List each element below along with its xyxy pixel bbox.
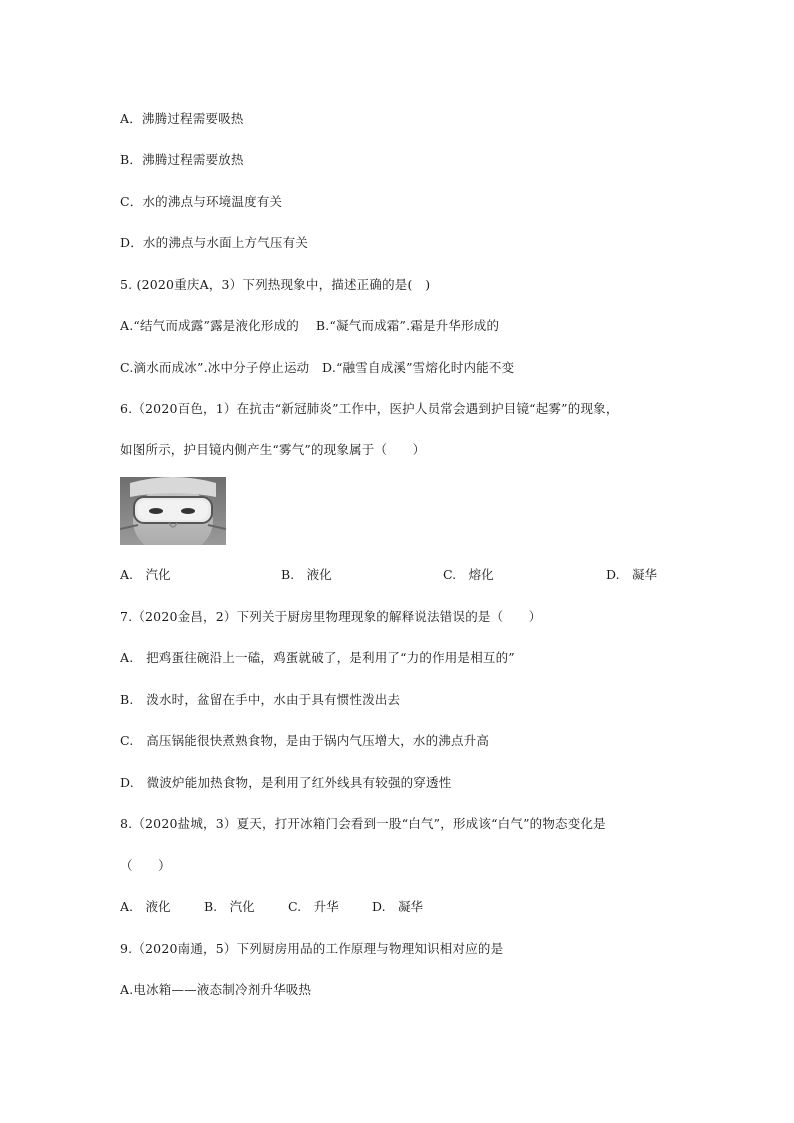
q8-stem-line2: （ ）	[120, 858, 171, 873]
q9-option-a: A.电冰箱——液态制冷剂升华吸热	[120, 982, 312, 997]
q5-stem: 5. (2020重庆A，3）下列热现象中，描述正确的是( )	[120, 277, 431, 292]
q6-stem-line1: 6.（2020百色，1）在抗击“新冠肺炎”工作中，医护人员常会遇到护目镜“起雾”的现象，	[120, 401, 619, 416]
q8-stem-line1: 8.（2020盐城，3）夏天，打开冰箱门会看到一股“白气”，形成该“白气”的物态变化是	[120, 816, 606, 831]
q7-option-b: B. 泼水时，盆留在手中，水由于具有惯性泼出去	[120, 692, 401, 707]
q8-option-a: A. 液化	[120, 899, 171, 914]
q4-option-c: C．水的沸点与环境温度有关	[120, 194, 283, 209]
q7-option-a: A. 把鸡蛋往碗沿上一磕，鸡蛋就破了，是利用了“力的作用是相互的”	[120, 650, 515, 665]
q6-option-d: D. 凝华	[606, 567, 658, 582]
q6-option-c: C. 熔化	[443, 567, 494, 582]
q4-option-a: A．沸腾过程需要吸热	[120, 111, 244, 126]
q6-stem-line2: 如图所示，护目镜内侧产生“雾气”的现象属于（ ）	[120, 442, 426, 457]
q5-options-cd: C.滴水而成冰”.冰中分子停止运动 D.“融雪自成溪”雪熔化时内能不变	[120, 360, 515, 375]
goggles-photo	[120, 477, 226, 545]
q7-option-c: C. 高压锅能很快煮熟食物，是由于锅内气压增大，水的沸点升高	[120, 733, 490, 748]
q6-option-b: B. 液化	[281, 567, 332, 582]
q9-stem: 9.（2020南通，5）下列厨房用品的工作原理与物理知识相对应的是	[120, 941, 504, 956]
q4-option-b: B．沸腾过程需要放热	[120, 152, 244, 167]
q7-option-d: D. 微波炉能加热食物，是利用了红外线具有较强的穿透性	[120, 775, 452, 790]
q8-option-c: C. 升华	[288, 899, 339, 914]
q6-option-a: A. 汽化	[120, 567, 171, 582]
q8-option-d: D. 凝华	[372, 899, 424, 914]
q5-options-ab: A.“结气而成露”露是液化形成的 B.“凝气而成霜”.霜是升华形成的	[120, 318, 500, 333]
q7-stem: 7.（2020金昌，2）下列关于厨房里物理现象的解释说法错误的是（ ）	[120, 609, 542, 624]
q8-option-b: B. 汽化	[204, 899, 255, 914]
q4-option-d: D．水的沸点与水面上方气压有关	[120, 235, 309, 250]
goggles-photo-image	[120, 477, 226, 545]
